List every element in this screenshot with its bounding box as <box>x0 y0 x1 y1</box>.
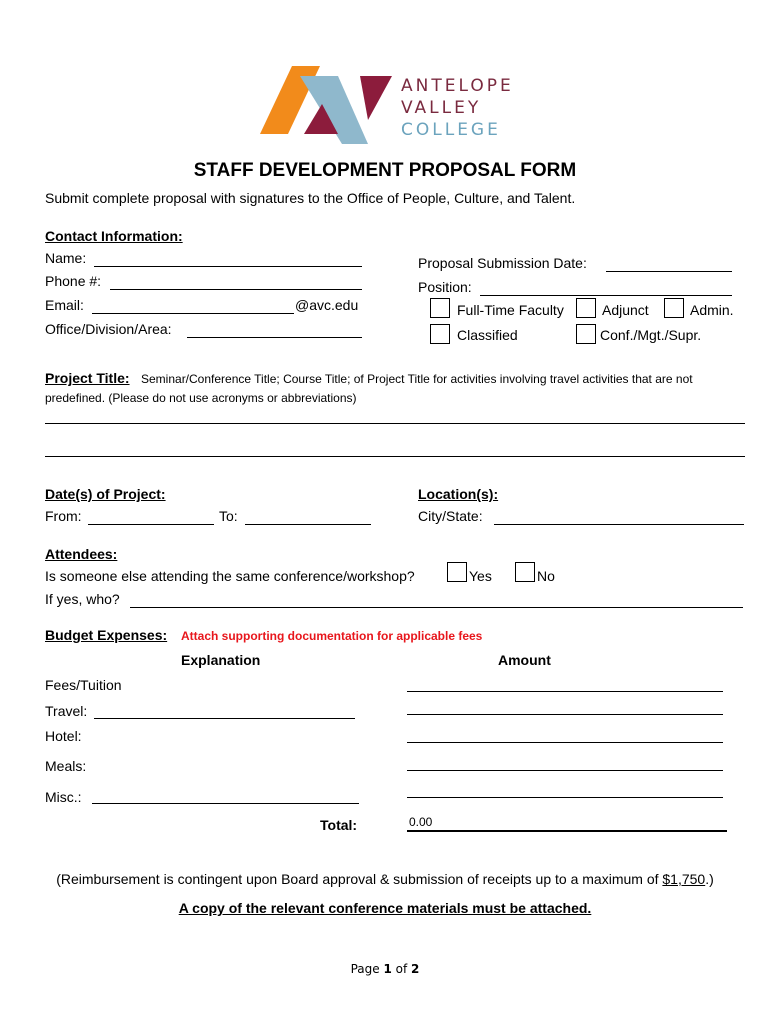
budget-row-label: Hotel: <box>45 728 82 744</box>
project-title-description-line2: predefined. (Please do not use acronyms or abbreviations) <box>45 391 357 405</box>
page-number <box>0 962 770 976</box>
submission-date-label: Proposal Submission Date: <box>418 255 587 271</box>
attendees-heading: Attendees: <box>45 546 118 562</box>
reimbursement-amount: $1,750 <box>662 871 706 887</box>
attendees-question: Is someone else attending the same conference/workshop? <box>45 568 415 584</box>
total-label: Total: <box>320 817 358 833</box>
label-attendees-yes: Yes <box>469 568 492 584</box>
logo-text-valley: VALLEY <box>401 98 482 118</box>
label-adjunct: Adjunct <box>602 302 649 318</box>
from-label: From: <box>45 508 82 524</box>
budget-heading: Budget Expenses: <box>45 627 168 643</box>
budget-row-label: Travel: <box>45 703 88 719</box>
office-field[interactable] <box>187 337 362 338</box>
contact-heading: Contact Information: <box>45 228 183 244</box>
checkbox-classified[interactable] <box>430 324 450 344</box>
label-full-time-faculty: Full-Time Faculty <box>457 302 564 318</box>
project-title-field-line2[interactable] <box>45 456 745 457</box>
checkbox-adjunct[interactable] <box>576 298 596 318</box>
budget-amount-field[interactable] <box>407 691 723 692</box>
project-title-field-line1[interactable] <box>45 423 745 424</box>
budget-row-label: Fees/Tuition <box>45 677 122 693</box>
label-classified: Classified <box>457 327 518 343</box>
email-label: Email: <box>45 297 84 313</box>
checkbox-conf-mgt-supr[interactable] <box>576 324 596 344</box>
budget-note: Attach supporting documentation for applicable fees <box>181 629 483 643</box>
checkbox-admin[interactable] <box>664 298 684 318</box>
subtitle: Submit complete proposal with signatures to the Office of People, Culture, and Talent. <box>45 190 576 206</box>
phone-label: Phone #: <box>45 273 102 289</box>
email-suffix: @avc.edu <box>295 297 359 313</box>
city-state-field[interactable] <box>494 524 744 525</box>
label-conf-mgt-supr: Conf./Mgt./Supr. <box>600 327 702 343</box>
logo-text-college: COLLEGE <box>401 120 501 140</box>
budget-amount-field[interactable] <box>407 714 723 715</box>
office-label: Office/Division/Area: <box>45 321 172 337</box>
city-state-label: City/State: <box>418 508 483 524</box>
project-title-description-line1: Seminar/Conference Title; Course Title; of Project Title for activities involving travel activities that are not <box>141 372 693 386</box>
reimbursement-suffix: .) <box>705 871 714 887</box>
position-label: Position: <box>418 279 472 295</box>
total-field-line <box>407 830 727 832</box>
project-title-heading: Project Title: <box>45 370 130 386</box>
budget-row-label: Misc.: <box>45 789 82 805</box>
checkbox-attendees-no[interactable] <box>515 562 535 582</box>
reimbursement-note <box>0 871 770 887</box>
submission-date-field[interactable] <box>606 271 732 272</box>
college-logo <box>258 62 514 152</box>
label-attendees-no: No <box>537 568 555 584</box>
page-prefix: Page <box>350 962 384 976</box>
travel-explanation-field[interactable] <box>94 718 355 719</box>
column-header-explanation: Explanation <box>181 652 261 668</box>
from-date-field[interactable] <box>88 524 214 525</box>
page-title: STAFF DEVELOPMENT PROPOSAL FORM <box>193 160 577 181</box>
budget-amount-field[interactable] <box>407 742 723 743</box>
email-field[interactable] <box>92 313 294 314</box>
checkbox-full-time-faculty[interactable] <box>430 298 450 318</box>
column-header-amount: Amount <box>498 652 551 668</box>
budget-amount-field[interactable] <box>407 770 723 771</box>
phone-field[interactable] <box>110 289 362 290</box>
name-label: Name: <box>45 250 87 266</box>
who-field[interactable] <box>130 607 743 608</box>
attached-materials-note: A copy of the relevant conference materials must be attached. <box>178 900 592 916</box>
label-admin: Admin. <box>690 302 734 318</box>
total-value[interactable]: 0.00 <box>409 815 433 829</box>
misc-explanation-field[interactable] <box>92 803 359 804</box>
reimbursement-text: (Reimbursement is contingent upon Board approval & submission of receipts up to a maximum of <box>56 871 663 887</box>
logo-mark-icon <box>258 62 398 152</box>
dates-heading: Date(s) of Project: <box>45 486 166 502</box>
name-field[interactable] <box>94 266 362 267</box>
page-total: 2 <box>411 962 420 976</box>
location-heading: Location(s): <box>418 486 499 502</box>
budget-row-label: Meals: <box>45 758 87 774</box>
to-label: To: <box>219 508 238 524</box>
logo-text-antelope: ANTELOPE <box>401 76 514 96</box>
page-of: of <box>391 962 412 976</box>
budget-amount-field[interactable] <box>407 797 723 798</box>
position-field[interactable] <box>480 295 732 296</box>
checkbox-attendees-yes[interactable] <box>447 562 467 582</box>
who-label: If yes, who? <box>45 591 120 607</box>
page-current: 1 <box>383 962 392 976</box>
to-date-field[interactable] <box>245 524 371 525</box>
